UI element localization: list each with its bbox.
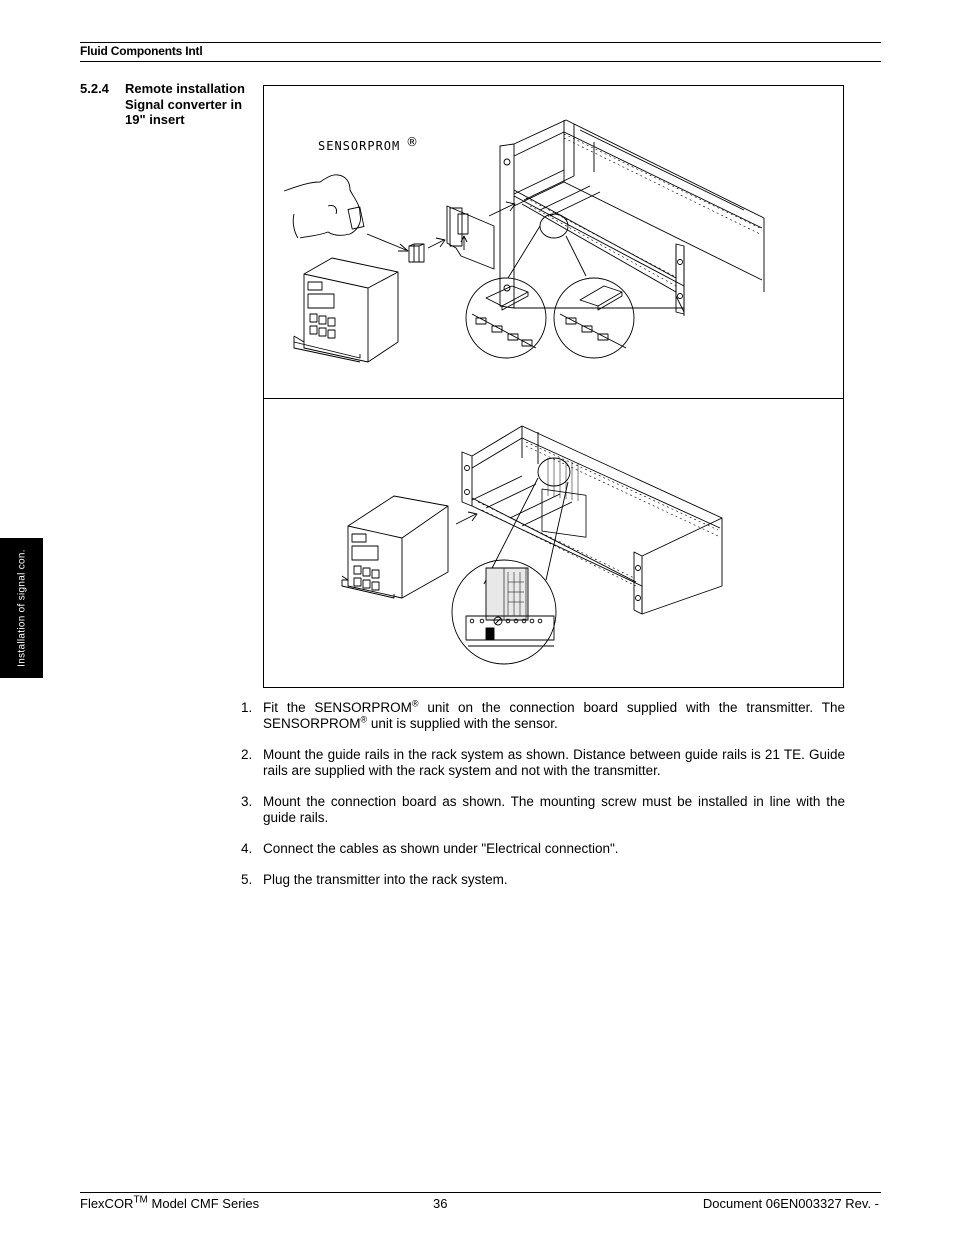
transmitter-unit-top (294, 258, 398, 362)
company-name: Fluid Components Intl (80, 44, 203, 58)
step-number: 4. (241, 841, 253, 856)
header-rule-top (80, 42, 881, 43)
step-text: Mount the guide rails in the rack system as shown. Distance between guide rails is 21 TE. Guide rails are supplied with the rack system and not with the transmitter. (263, 747, 845, 778)
connection-board (447, 206, 494, 269)
step-number: 3. (241, 794, 253, 809)
section-title-line-1: Remote installation (125, 81, 245, 96)
trademark-mark: TM (133, 1194, 148, 1206)
header-rule-bottom (80, 61, 881, 62)
instruction-step-3 (241, 794, 845, 826)
board-hatch-bottom (548, 458, 578, 501)
product-name: FlexCOR (80, 1196, 134, 1211)
document-number: Document 06EN003327 Rev. - (702, 1196, 879, 1211)
sensorprom-label: SENSORPROM (318, 139, 401, 153)
rack-rail-hatching-bottom (478, 442, 718, 586)
section-title (125, 81, 265, 128)
figure-drawings (264, 86, 843, 687)
page-number: 36 (433, 1196, 448, 1211)
sensorprom-module (409, 244, 424, 262)
installation-figure (263, 85, 844, 688)
footer-product (80, 1196, 259, 1211)
instruction-step-1 (241, 700, 845, 732)
step-text-part-a: Fit the SENSORPROM (263, 700, 412, 715)
detail-circle-left (466, 278, 546, 358)
registered-mark: ® (411, 698, 419, 709)
section-title-line-3: 19" insert (125, 112, 185, 127)
step-number: 5. (241, 872, 253, 887)
step-text-part-c: unit is supplied with the sensor. (367, 716, 558, 731)
step-number: 1. (241, 700, 253, 715)
step-number: 2. (241, 747, 253, 762)
detail-circle-bottom (452, 560, 556, 664)
step-text-part-b: unit on the connection board supplied with the transmitter. The SENSORPROM (263, 700, 845, 731)
section-title-line-2: Signal converter in (125, 96, 243, 112)
instruction-step-4 (241, 841, 845, 857)
chapter-side-tab-label: Installation of signal con. (16, 549, 27, 667)
chapter-side-tab (0, 538, 43, 678)
instruction-step-2 (241, 747, 845, 779)
sensorprom-registered-mark: ® (406, 135, 418, 149)
section-number: 5.2.4 (80, 81, 109, 96)
detail-circle-right (554, 278, 634, 358)
hand-illustration (284, 175, 364, 238)
transmitter-unit-bottom (342, 496, 448, 598)
instruction-step-5 (241, 872, 845, 888)
footer-rule (80, 1192, 881, 1193)
step-text: Connect the cables as shown under "Electrical connection". (263, 841, 619, 856)
step-text: Plug the transmitter into the rack system. (263, 872, 508, 887)
registered-mark: ® (360, 714, 368, 725)
instruction-steps (241, 700, 845, 903)
step-text: Mount the connection board as shown. The mounting screw must be installed in line with the guide rails. (263, 794, 845, 825)
model-series: Model CMF Series (147, 1196, 260, 1211)
rack-19in-top (500, 120, 764, 316)
